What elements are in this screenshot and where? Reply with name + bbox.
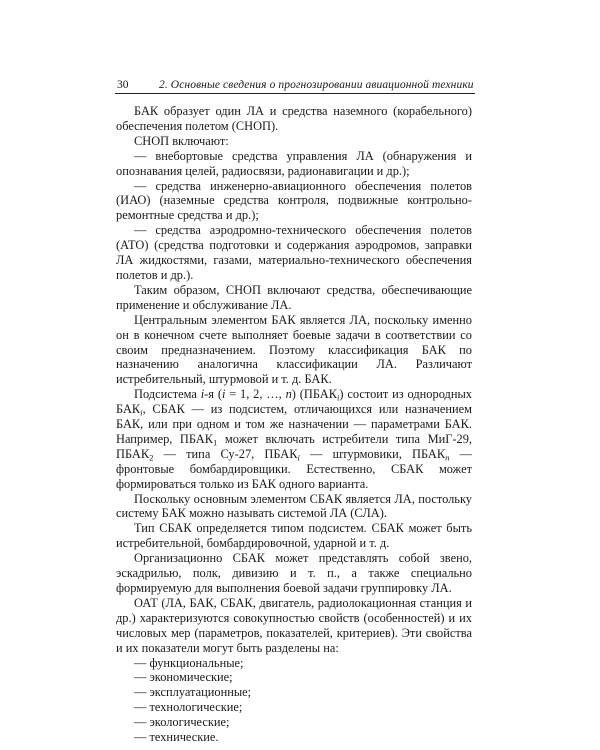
paragraph: СНОП включают: — [134, 133, 229, 148]
paragraph: ОАТ (ЛА, БАК, СБАК, двигатель, радиолокационная станция и др.) характеризуются совокупностью свойств (особенностей) и их числовых мер (параметров, показателей, критериев). Эти свойства и их показатели могут быть разделены на: — [116, 595, 472, 655]
list-item: — экологические; — [134, 715, 230, 730]
subscript: i — [297, 452, 300, 463]
text: — типа Су-27, ПБАК — [153, 446, 298, 461]
list-item: — эксплуатационные; — [134, 685, 252, 700]
math-var: i — [200, 387, 205, 402]
chapter-title: 2. Основные сведения о прогнозировании авиационной техники — [159, 79, 474, 91]
text: Подсистема — [134, 387, 201, 402]
running-header — [115, 78, 475, 94]
properties-list — [116, 656, 472, 745]
page-number: 30 — [117, 79, 129, 91]
list-item: — технологические; — [134, 700, 243, 715]
body-text — [116, 104, 472, 745]
subscript: i — [140, 407, 143, 418]
paragraph-subsystem — [116, 387, 472, 491]
math-var: n — [285, 387, 292, 402]
text: — штурмовики, ПБАК — [299, 446, 446, 461]
paragraph: — средства инженерно-авиационного обеспечения полетов (ИАО) (наземные средства контроля, подвижные контрольно-ремонтные средства и др.); — [116, 178, 472, 223]
list-item: — технические. — [134, 730, 219, 745]
math-var: i — [221, 387, 226, 402]
list-item: — экономические; — [134, 670, 233, 685]
paragraph: Организационно СБАК может представлять собой звено, эскадрилью, полк, дивизию и т. п., а также специально формируемую для выполнения боевой задачи группировку ЛА. — [116, 551, 472, 595]
text: ) (ПБАК — [291, 387, 337, 402]
subscript: n — [445, 452, 450, 463]
text: — фронтовые бомбардировщики. Естественно, СБАК может формироваться только из БАК одного варианта. — [116, 446, 472, 491]
text: ) состоит из однородных БАК — [116, 387, 472, 417]
subscript: i — [337, 392, 340, 403]
subscript: 2 — [149, 452, 154, 463]
list-item: — функциональные; — [134, 655, 244, 670]
paragraph: Таким образом, СНОП включают средства, обеспечивающие применение и обслуживание ЛА. — [116, 282, 472, 312]
paragraph: Тип СБАК определяется типом подсистем. СБАК может быть истребительной, бомбардировочной, ударной и т. д. — [116, 521, 472, 551]
paragraph: Поскольку основным элементом СБАК является ЛА, постольку систему БАК можно называть системой ЛА (СЛА). — [116, 491, 472, 521]
subscript: 1 — [213, 437, 218, 448]
paragraph: Центральным элементом БАК является ЛА, поскольку именно он в конечном счете выполняет боевые задачи в соответствии со своим предназначением. Поэтому классификация БАК по назначению аналогична классификации ЛА. Различают истребительный, штурмовой и т. д. БАК. — [116, 312, 472, 387]
paragraph: БАК образует один ЛА и средства наземного (корабельного) обеспечения полетом (СНОП). — [116, 104, 472, 133]
text: , СБАК — из подсистем, отличающихся или назначением БАК, или при одном и том же назначении — параметрами БАК. Например, ПБАК — [116, 402, 472, 446]
text: -я ( — [204, 387, 222, 402]
text: может включать истребители типа МиГ-29, ПБАК — [116, 431, 472, 461]
paragraph: — средства аэродромно-технического обеспечения полетов (АТО) (средства подготовки и содержания аэродромов, заправки ЛА жидкостями, газами, материально-технического обеспечения полетов и др.). — [116, 223, 472, 282]
text: = 1, 2, …, — [225, 387, 286, 402]
paragraph: — внебортовые средства управления ЛА (обнаружения и опознавания целей, радиосвязи, радионавигации и др.); — [116, 148, 472, 178]
